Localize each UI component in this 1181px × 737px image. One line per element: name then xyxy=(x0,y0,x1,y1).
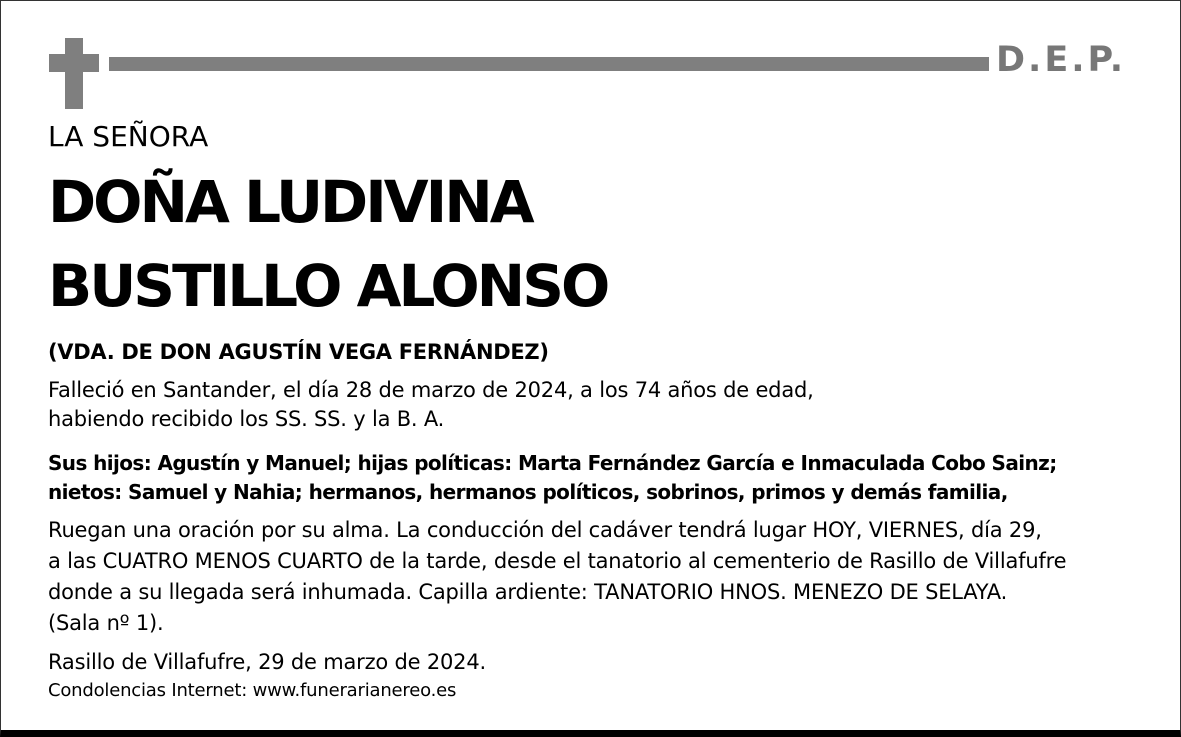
header-rule xyxy=(109,57,989,71)
cross-horizontal-bar xyxy=(49,54,99,72)
service-line-1: Ruegan una oración por su alma. La conducción del cadáver tendrá lugar HOY, VIERNES, día 29, xyxy=(48,518,1042,542)
deceased-name-line-1: DOÑA LUDIVINA xyxy=(48,168,532,236)
service-line-2: a las CUATRO MENOS CUARTO de la tarde, desde el tanatorio al cementerio de Rasillo de Villafufre xyxy=(48,549,1067,573)
service-line-4: (Sala nº 1). xyxy=(48,611,164,635)
cross-vertical-bar xyxy=(65,38,83,109)
condolences-line: Condolencias Internet: www.funerarianereo.es xyxy=(48,680,457,701)
place-date: Rasillo de Villafufre, 29 de marzo de 2024. xyxy=(48,650,486,674)
widow-of-line: (VDA. DE DON AGUSTÍN VEGA FERNÁNDEZ) xyxy=(48,340,549,364)
family-line-1: Sus hijos: Agustín y Manuel; hijas políticas: Marta Fernández García e Inmaculada Cobo Sainz; xyxy=(48,451,1057,475)
death-info-line-1: Falleció en Santander, el día 28 de marzo de 2024, a los 74 años de edad, xyxy=(48,378,814,402)
service-line-3: donde a su llegada será inhumada. Capilla ardiente: TANATORIO HNOS. MENEZO DE SELAYA. xyxy=(48,580,1008,604)
dep-label: D.E.P. xyxy=(996,40,1127,80)
death-info-line-2: habiendo recibido los SS. SS. y la B. A. xyxy=(48,407,445,431)
title-small: LA SEÑORA xyxy=(48,120,209,153)
deceased-name-line-2: BUSTILLO ALONSO xyxy=(48,252,608,320)
family-line-2: nietos: Samuel y Nahia; hermanos, hermanos políticos, sobrinos, primos y demás familia, xyxy=(48,480,1008,504)
